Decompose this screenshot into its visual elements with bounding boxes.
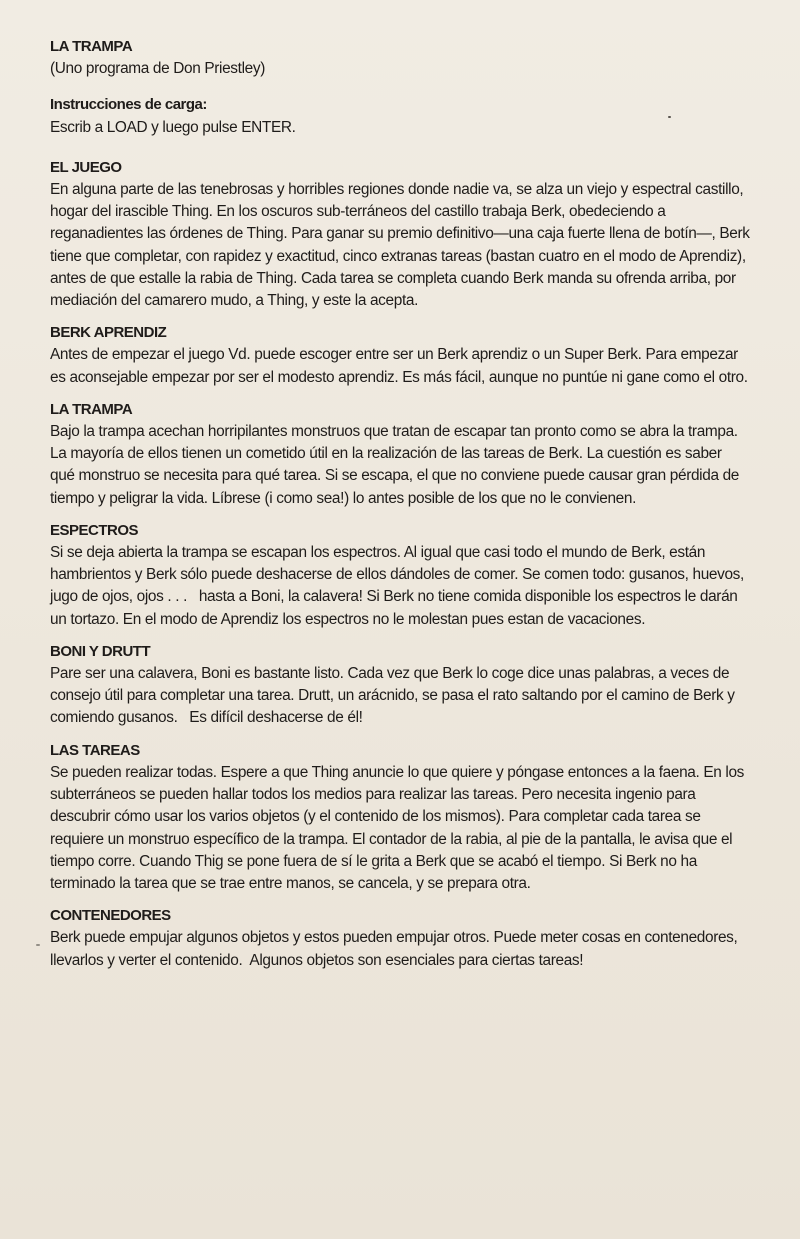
section-heading: LA TRAMPA bbox=[50, 400, 133, 418]
section-text: En alguna parte de las tenebrosas y horribles regiones donde nadie va, se alza un viejo y espectral castillo, hogar del irascible Thing. En los oscuros sub-terráneos del castillo trabaja Berk, obedeciendo a reganadientes las órdenes de Thing. Para ganar su premio definitivo—una caja fuerte llena de botín—, Berk tiene que completar, con rapidez y exactitud, cinco extranas tareas (bastan cuatro en el modo de Aprendiz), antes de que estalle la rabia de Thing. Cada tarea se completa cuando Berk manda su ofrenda arriba, por mediación del camarero mudo, a Thing, y este la acepta. bbox=[50, 181, 754, 310]
section-heading: BONI Y DRUTT bbox=[50, 642, 151, 660]
section-heading: ESPECTROS bbox=[50, 521, 139, 539]
section-text: Si se deja abierta la trampa se escapan los espectros. Al igual que casi todo el mundo de Berk, están hambrientos y Berk sólo puede deshacerse de ellos dándoles de comer. Se comen todo: gusanos, huevos, jugo de ojos, ojos . . . hasta a Boni, la calavera! Si Berk no tiene comida disponible los espectros le darán un tortazo. En el modo de Aprendiz los espectros no le molestan pues estan de vacaciones. bbox=[50, 544, 748, 628]
section-text: Se pueden realizar todas. Espere a que Thing anuncie lo que quiere y póngase entonces a la faena. En los subterráneos se pueden hallar todos los medios para realizar las tareas. Pero necesita ingenio para descubrir cómo usar los varios objetos (y el contenido de los mismos). Para completar cada tarea se requiere un monstruo específico de la trampa. El contador de la rabia, al pie de la pantalla, le avisa que el tiempo corre. Cuando Thig se pone fuera de sí le grita a Berk que se acabó el tiempo. Si Berk no ha terminado la tarea que se trae entre manos, se cancela, y se prepara otra. bbox=[50, 763, 748, 892]
document-subtitle: (Uno programa de Don Priestley) bbox=[50, 60, 265, 78]
title-block bbox=[50, 36, 750, 80]
section-heading: EL JUEGO bbox=[50, 158, 122, 176]
load-heading: Instrucciones de carga: bbox=[50, 96, 207, 114]
section-heading: BERK APRENDIZ bbox=[50, 324, 167, 342]
document-body bbox=[50, 36, 754, 982]
section-text: Bajo la trampa acechan horripilantes monstruos que tratan de escapar tan pronto como se abra la trampa. La mayoría de ellos tienen un cometido útil en la realización de las tareas de Berk. La cuestión es saber qué monstruo se necesita para qué tarea. Si se escapa, el que no conviene puede causar gran pérdida de tiempo y peligrar la vida. Líbrese (i como sea!) lo antes posible de los que no le convienen. bbox=[50, 423, 743, 507]
section-boni-y-drutt bbox=[50, 641, 750, 730]
document-title: LA TRAMPA bbox=[50, 38, 133, 55]
section-text: Pare ser una calavera, Boni es bastante listo. Cada vez que Berk lo coge dice unas palabras, a veces de consejo útil para completar una tarea. Drutt, un arácnido, se pasa el rato saltando por el camino de Berk y comiendo gusanos. Es difícil deshacerse de él! bbox=[50, 665, 739, 727]
section-text: Antes de empezar el juego Vd. puede escoger entre ser un Berk aprendiz o un Super Berk. Para empezar es aconsejable empezar por ser el modesto aprendiz. Es más fácil, aunque no puntúe ni gane como el otro. bbox=[50, 346, 748, 386]
section-el-juego bbox=[50, 157, 754, 312]
section-contenedores bbox=[50, 905, 750, 972]
load-text: Escrib a LOAD y luego pulse ENTER. bbox=[50, 118, 296, 136]
section-heading: LAS TAREAS bbox=[50, 741, 140, 759]
section-la-trampa bbox=[50, 399, 750, 510]
section-berk-aprendiz bbox=[50, 322, 750, 389]
section-espectros bbox=[50, 520, 750, 631]
load-instructions bbox=[50, 94, 750, 138]
section-las-tareas bbox=[50, 740, 750, 895]
paper-speck bbox=[36, 944, 40, 946]
section-heading: CONTENEDORES bbox=[50, 907, 171, 925]
section-text: Berk puede empujar algunos objetos y estos pueden empujar otros. Puede meter cosas en contenedores, llevarlos y verter el contenido. Algunos objetos son esenciales para ciertas tareas! bbox=[50, 929, 742, 969]
